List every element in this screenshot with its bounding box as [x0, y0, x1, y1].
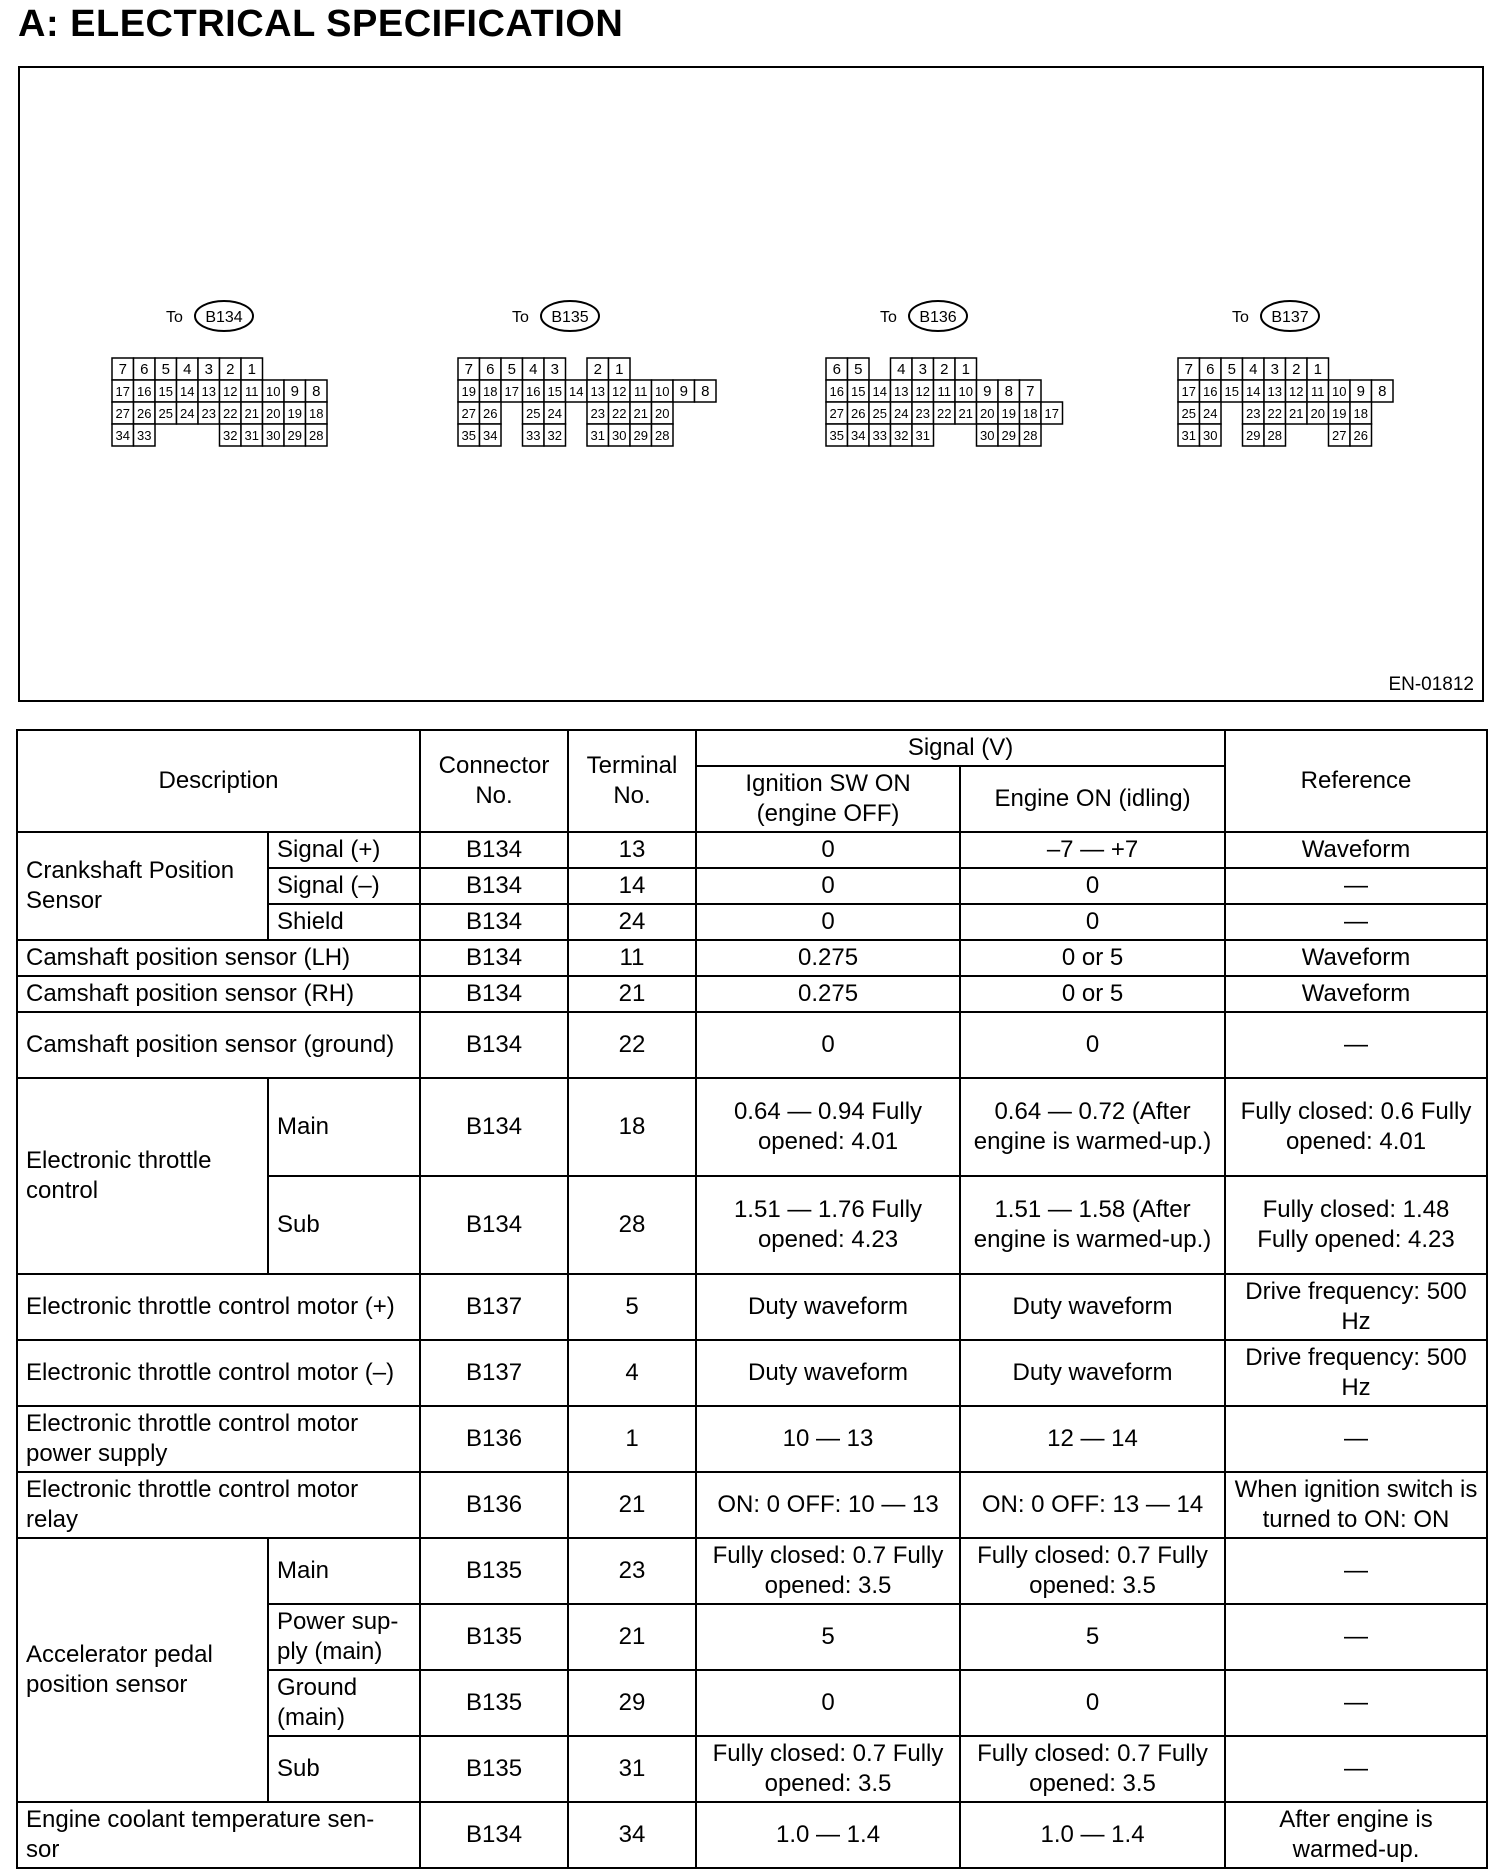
connector-pin-number: 20	[980, 406, 995, 421]
row-description: Electronic throttle control motor (+)	[17, 1274, 420, 1340]
connector-pin-number: 16	[526, 384, 541, 399]
row-description: Electronic throttle control motor relay	[17, 1472, 420, 1538]
row-reference: Drive frequency: 500 Hz	[1225, 1274, 1487, 1340]
row-connector: B134	[420, 1802, 568, 1868]
row-reference: Fully closed: 1.48 Fully opened: 4.23	[1225, 1176, 1487, 1274]
connector-pin-number: 33	[872, 428, 887, 443]
connector-pin-number: 28	[1267, 428, 1282, 443]
connector-pin-number: 8	[701, 383, 710, 400]
connector-to-label: To	[512, 309, 529, 326]
connector-pin-number: 2	[1292, 361, 1301, 378]
row-engine-on: Duty waveform	[960, 1340, 1225, 1406]
row-description: Engine coolant temperature sen- sor	[17, 1802, 420, 1868]
connector-pin-number: 28	[309, 428, 324, 443]
row-description: Camshaft position sensor (LH)	[17, 940, 420, 976]
connector-pin-number: 2	[593, 361, 602, 378]
connector-B134	[112, 301, 327, 446]
connector-pin-number: 12	[915, 384, 930, 399]
connector-pin-number: 29	[1246, 428, 1261, 443]
row-ign-on: 0.275	[696, 976, 960, 1012]
connector-pin-number: 18	[483, 384, 498, 399]
connector-pin-number: 24	[547, 406, 562, 421]
row-engine-on: 0	[960, 904, 1225, 940]
connector-pin-number: 9	[290, 383, 299, 400]
header-description: Description	[17, 730, 420, 832]
row-connector: B136	[420, 1406, 568, 1472]
connector-pin-number: 8	[1378, 383, 1387, 400]
row-terminal: 14	[568, 868, 696, 904]
connector-pin-number: 23	[1246, 406, 1261, 421]
row-connector: B135	[420, 1736, 568, 1802]
connector-pin-number: 26	[137, 406, 152, 421]
connector-pin-number: 13	[1267, 384, 1282, 399]
connector-pin-number: 17	[1181, 384, 1196, 399]
connector-pin-number: 20	[655, 406, 670, 421]
connector-pin-number: 27	[115, 406, 130, 421]
connector-pin-number: 12	[223, 384, 238, 399]
connector-pin-number: 4	[897, 361, 906, 378]
row-engine-on: 5	[960, 1604, 1225, 1670]
connector-id-label: B137	[1271, 309, 1309, 326]
row-subdescription: Main	[268, 1078, 420, 1176]
row-engine-on: Duty waveform	[960, 1274, 1225, 1340]
connector-pin-number: 5	[161, 361, 170, 378]
row-terminal: 23	[568, 1538, 696, 1604]
row-engine-on: Fully closed: 0.7 Fully opened: 3.5	[960, 1736, 1225, 1802]
connector-pin-number: 1	[615, 361, 624, 378]
row-engine-on: 0.64 — 0.72 (After engine is warmed-up.)	[960, 1078, 1225, 1176]
row-connector: B135	[420, 1670, 568, 1736]
connector-pin-number: 13	[894, 384, 909, 399]
row-connector: B134	[420, 904, 568, 940]
row-description: Electronic throttle control motor (–)	[17, 1340, 420, 1406]
table-row	[17, 1340, 1487, 1406]
connector-pin-number: 3	[204, 361, 213, 378]
row-terminal: 21	[568, 1604, 696, 1670]
connector-pin-number: 34	[483, 428, 498, 443]
row-connector: B135	[420, 1538, 568, 1604]
connector-pin-number: 2	[940, 361, 949, 378]
connector-pin-number: 21	[633, 406, 648, 421]
connector-to-label: To	[166, 309, 183, 326]
connector-pin-number: 20	[266, 406, 281, 421]
connector-pin-number: 27	[461, 406, 476, 421]
connector-B135	[458, 301, 716, 446]
connector-pin-number: 34	[115, 428, 130, 443]
connector-pin-number: 11	[937, 384, 951, 399]
connector-pin-number: 6	[140, 361, 149, 378]
connector-pin-number: 24	[1203, 406, 1218, 421]
connector-pin-number: 9	[983, 383, 992, 400]
row-engine-on: 0	[960, 1012, 1225, 1078]
row-subdescription: Main	[268, 1538, 420, 1604]
row-ign-on: 1.51 — 1.76 Fully opened: 4.23	[696, 1176, 960, 1274]
connector-pin-number: 4	[529, 361, 538, 378]
row-connector: B137	[420, 1274, 568, 1340]
row-ign-on: 5	[696, 1604, 960, 1670]
connector-pin-number: 1	[247, 361, 256, 378]
row-subdescription: Sub	[268, 1736, 420, 1802]
connector-pin-number: 11	[1311, 384, 1325, 399]
spec-table	[16, 729, 1488, 1869]
connector-pin-number: 14	[180, 384, 195, 399]
connector-pin-number: 32	[547, 428, 562, 443]
connector-pin-number: 17	[504, 384, 519, 399]
connector-pin-number: 25	[158, 406, 173, 421]
row-connector: B137	[420, 1340, 568, 1406]
connector-pin-number: 7	[118, 361, 127, 378]
connector-pin-number: 6	[832, 361, 841, 378]
row-engine-on: 0	[960, 868, 1225, 904]
row-reference: —	[1225, 1670, 1487, 1736]
row-description: Camshaft position sensor (ground)	[17, 1012, 420, 1078]
row-ign-on: Duty waveform	[696, 1274, 960, 1340]
connector-pin-number: 22	[612, 406, 627, 421]
table-row	[17, 1538, 1487, 1604]
connector-pin-number: 10	[655, 384, 670, 399]
connector-to-label: To	[880, 309, 897, 326]
row-terminal: 34	[568, 1802, 696, 1868]
row-ign-on: 0.275	[696, 940, 960, 976]
connector-pin-number: 4	[183, 361, 192, 378]
table-row	[17, 1472, 1487, 1538]
connector-pin-number: 26	[1353, 428, 1368, 443]
row-terminal: 29	[568, 1670, 696, 1736]
connector-pin-number: 1	[1313, 361, 1322, 378]
connector-pin-number: 15	[851, 384, 866, 399]
connector-pin-number: 7	[1026, 383, 1035, 400]
row-engine-on: 1.51 — 1.58 (After engine is warmed-up.)	[960, 1176, 1225, 1274]
row-reference: —	[1225, 1736, 1487, 1802]
row-engine-on: 0	[960, 1670, 1225, 1736]
connector-pin-number: 6	[486, 361, 495, 378]
header-engine-on: Engine ON (idling)	[960, 766, 1225, 832]
row-reference: —	[1225, 1406, 1487, 1472]
connector-pin-number: 1	[961, 361, 970, 378]
header-connector: Connector No.	[420, 730, 568, 832]
connector-pin-number: 17	[115, 384, 130, 399]
connector-pin-number: 35	[461, 428, 476, 443]
connector-pin-number: 3	[918, 361, 927, 378]
row-terminal: 22	[568, 1012, 696, 1078]
row-reference: —	[1225, 1012, 1487, 1078]
connector-pin-number: 18	[309, 406, 324, 421]
row-connector: B134	[420, 1176, 568, 1274]
row-ign-on: 0.64 — 0.94 Fully opened: 4.01	[696, 1078, 960, 1176]
connector-pin-number: 7	[464, 361, 473, 378]
connector-pin-number: 3	[550, 361, 559, 378]
connector-pin-number: 31	[915, 428, 930, 443]
connector-pin-number: 9	[679, 383, 688, 400]
connector-B137	[1178, 301, 1393, 446]
row-reference: —	[1225, 1604, 1487, 1670]
connector-B136	[826, 301, 1063, 446]
connector-pin-number: 5	[854, 361, 863, 378]
connector-pin-number: 26	[851, 406, 866, 421]
connector-pin-number: 16	[829, 384, 844, 399]
row-reference: Waveform	[1225, 976, 1487, 1012]
connector-pin-number: 11	[634, 384, 648, 399]
row-engine-on: 0 or 5	[960, 976, 1225, 1012]
connector-pin-number: 12	[612, 384, 627, 399]
connector-pin-number: 29	[1001, 428, 1016, 443]
row-connector: B135	[420, 1604, 568, 1670]
connector-pin-number: 32	[223, 428, 238, 443]
row-reference: After engine is warmed-up.	[1225, 1802, 1487, 1868]
connector-pin-number: 16	[1203, 384, 1218, 399]
connector-pin-number: 31	[590, 428, 605, 443]
row-reference: —	[1225, 904, 1487, 940]
row-ign-on: Fully closed: 0.7 Fully opened: 3.5	[696, 1736, 960, 1802]
row-subdescription: Signal (+)	[268, 832, 420, 868]
connector-pin-number: 30	[980, 428, 995, 443]
row-terminal: 21	[568, 976, 696, 1012]
connector-pin-number: 13	[590, 384, 605, 399]
row-engine-on: –7 — +7	[960, 832, 1225, 868]
row-connector: B134	[420, 976, 568, 1012]
connector-pin-number: 19	[287, 406, 302, 421]
connector-pin-number: 23	[590, 406, 605, 421]
connector-pin-number: 2	[226, 361, 235, 378]
table-row	[17, 940, 1487, 976]
row-engine-on: 1.0 — 1.4	[960, 1802, 1225, 1868]
connector-pin-number: 21	[1289, 406, 1304, 421]
connector-pin-number: 34	[851, 428, 866, 443]
connector-pin-number: 28	[1023, 428, 1038, 443]
table-row	[17, 1078, 1487, 1176]
connector-pin-number: 15	[1224, 384, 1239, 399]
connector-pin-number: 10	[266, 384, 281, 399]
connector-pin-number: 13	[201, 384, 216, 399]
row-terminal: 13	[568, 832, 696, 868]
header-signal: Signal (V)	[696, 730, 1225, 766]
row-terminal: 21	[568, 1472, 696, 1538]
connector-id-label: B135	[551, 309, 589, 326]
row-description: Accelerator pedal position sensor	[17, 1538, 268, 1802]
connector-pin-number: 25	[526, 406, 541, 421]
connector-pin-number: 33	[526, 428, 541, 443]
row-subdescription: Shield	[268, 904, 420, 940]
connector-pin-number: 19	[1001, 406, 1016, 421]
connector-diagram-svg	[20, 68, 1482, 700]
row-description: Electronic throttle control motor power supply	[17, 1406, 420, 1472]
connector-to-label: To	[1232, 309, 1249, 326]
row-reference: Fully closed: 0.6 Fully opened: 4.01	[1225, 1078, 1487, 1176]
row-terminal: 31	[568, 1736, 696, 1802]
connector-pin-number: 31	[244, 428, 259, 443]
row-engine-on: Fully closed: 0.7 Fully opened: 3.5	[960, 1538, 1225, 1604]
row-engine-on: ON: 0 OFF: 13 — 14	[960, 1472, 1225, 1538]
connector-pin-number: 31	[1181, 428, 1196, 443]
connector-pin-number: 21	[958, 406, 973, 421]
row-ign-on: 10 — 13	[696, 1406, 960, 1472]
connector-pin-number: 22	[937, 406, 952, 421]
row-subdescription: Sub	[268, 1176, 420, 1274]
connector-pin-number: 30	[266, 428, 281, 443]
connector-pin-number: 25	[1181, 406, 1196, 421]
header-terminal: Terminal No.	[568, 730, 696, 832]
row-ign-on: 0	[696, 1012, 960, 1078]
row-reference: Waveform	[1225, 832, 1487, 868]
connector-pin-number: 6	[1206, 361, 1215, 378]
connector-pin-number: 10	[958, 384, 973, 399]
connector-pin-number: 23	[915, 406, 930, 421]
row-engine-on: 12 — 14	[960, 1406, 1225, 1472]
header-ign-on: Ignition SW ON (engine OFF)	[696, 766, 960, 832]
connector-pin-number: 25	[872, 406, 887, 421]
row-ign-on: Duty waveform	[696, 1340, 960, 1406]
connector-pin-number: 8	[1004, 383, 1013, 400]
connector-id-label: B136	[919, 309, 957, 326]
connector-pin-number: 11	[245, 384, 259, 399]
row-ign-on: 0	[696, 832, 960, 868]
table-row	[17, 1802, 1487, 1868]
row-terminal: 1	[568, 1406, 696, 1472]
row-subdescription: Power sup- ply (main)	[268, 1604, 420, 1670]
connector-pin-number: 3	[1270, 361, 1279, 378]
connector-pin-number: 27	[1332, 428, 1347, 443]
connector-pin-number: 7	[1184, 361, 1193, 378]
row-reference: —	[1225, 1538, 1487, 1604]
row-ign-on: 1.0 — 1.4	[696, 1802, 960, 1868]
row-connector: B134	[420, 1078, 568, 1176]
connector-pin-number: 14	[1246, 384, 1261, 399]
row-reference: When ignition switch is turned to ON: ON	[1225, 1472, 1487, 1538]
row-ign-on: 0	[696, 1670, 960, 1736]
connector-pin-number: 32	[894, 428, 909, 443]
connector-pin-number: 5	[507, 361, 516, 378]
table-row	[17, 832, 1487, 868]
table-row	[17, 1274, 1487, 1340]
connector-pin-number: 27	[829, 406, 844, 421]
connector-pin-number: 26	[483, 406, 498, 421]
connector-pin-number: 33	[137, 428, 152, 443]
connector-pin-number: 8	[312, 383, 321, 400]
connector-pin-number: 17	[1044, 406, 1059, 421]
connector-pin-number: 22	[1267, 406, 1282, 421]
row-terminal: 5	[568, 1274, 696, 1340]
connector-id-label: B134	[205, 309, 243, 326]
connector-diagram	[18, 66, 1484, 702]
connector-pin-number: 14	[569, 384, 584, 399]
figure-id: EN-01812	[1388, 674, 1474, 695]
row-terminal: 4	[568, 1340, 696, 1406]
row-ign-on: ON: 0 OFF: 10 — 13	[696, 1472, 960, 1538]
connector-pin-number: 22	[223, 406, 238, 421]
row-terminal: 11	[568, 940, 696, 976]
connector-pin-number: 19	[1332, 406, 1347, 421]
row-reference: —	[1225, 868, 1487, 904]
table-row	[17, 976, 1487, 1012]
connector-pin-number: 24	[180, 406, 195, 421]
table-row	[17, 1012, 1487, 1078]
row-terminal: 18	[568, 1078, 696, 1176]
connector-pin-number: 35	[829, 428, 844, 443]
header-row-1	[17, 730, 1487, 766]
connector-pin-number: 14	[872, 384, 887, 399]
connector-pin-number: 23	[201, 406, 216, 421]
row-connector: B136	[420, 1472, 568, 1538]
connector-pin-number: 20	[1310, 406, 1325, 421]
connector-pin-number: 18	[1023, 406, 1038, 421]
connector-pin-number: 24	[894, 406, 909, 421]
connector-pin-number: 16	[137, 384, 152, 399]
row-description: Camshaft position sensor (RH)	[17, 976, 420, 1012]
row-reference: Waveform	[1225, 940, 1487, 976]
connector-pin-number: 28	[655, 428, 670, 443]
connector-pin-number: 30	[612, 428, 627, 443]
row-connector: B134	[420, 832, 568, 868]
row-ign-on: 0	[696, 904, 960, 940]
connector-pin-number: 30	[1203, 428, 1218, 443]
connector-pin-number: 4	[1249, 361, 1258, 378]
header-reference: Reference	[1225, 730, 1487, 832]
connector-pin-number: 29	[633, 428, 648, 443]
spec-table-body	[17, 832, 1487, 1868]
row-ign-on: 0	[696, 868, 960, 904]
connector-pin-number: 21	[244, 406, 259, 421]
page-title: A: ELECTRICAL SPECIFICATION	[18, 3, 624, 45]
row-terminal: 28	[568, 1176, 696, 1274]
row-terminal: 24	[568, 904, 696, 940]
table-row	[17, 1406, 1487, 1472]
row-description: Electronic throttle control	[17, 1078, 268, 1274]
row-connector: B134	[420, 940, 568, 976]
row-subdescription: Ground (main)	[268, 1670, 420, 1736]
connector-pin-number: 10	[1332, 384, 1347, 399]
connector-pin-number: 15	[547, 384, 562, 399]
connector-pin-number: 12	[1289, 384, 1304, 399]
row-ign-on: Fully closed: 0.7 Fully opened: 3.5	[696, 1538, 960, 1604]
row-description: Crankshaft Position Sensor	[17, 832, 268, 940]
connector-pin-number: 15	[158, 384, 173, 399]
connector-pin-number: 19	[461, 384, 476, 399]
connector-pin-number: 9	[1356, 383, 1365, 400]
connector-pin-number: 5	[1227, 361, 1236, 378]
row-engine-on: 0 or 5	[960, 940, 1225, 976]
row-subdescription: Signal (–)	[268, 868, 420, 904]
connector-pin-number: 29	[287, 428, 302, 443]
row-reference: Drive frequency: 500 Hz	[1225, 1340, 1487, 1406]
connector-pin-number: 18	[1353, 406, 1368, 421]
row-connector: B134	[420, 1012, 568, 1078]
row-connector: B134	[420, 868, 568, 904]
